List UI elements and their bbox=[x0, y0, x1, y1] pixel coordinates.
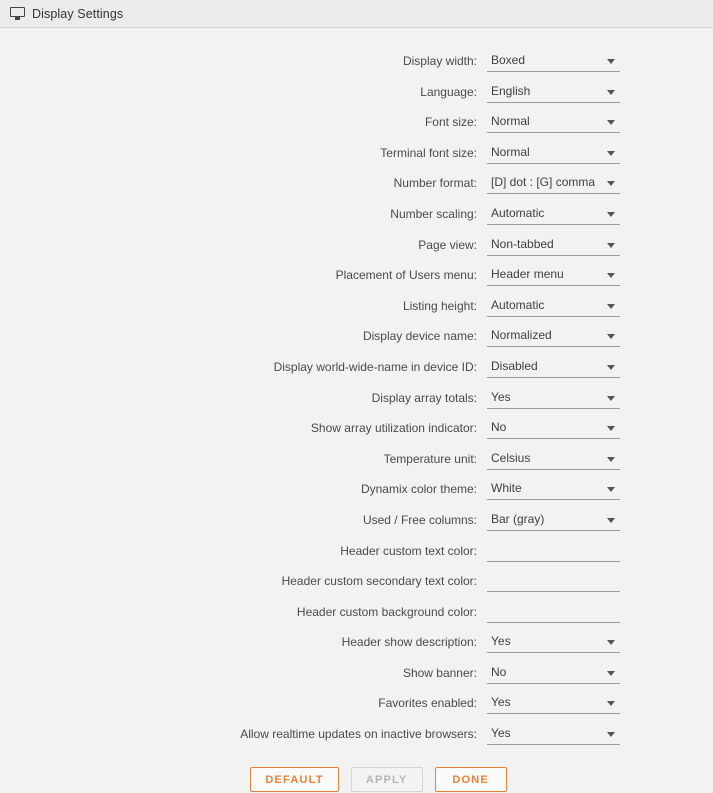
chevron-down-icon bbox=[607, 732, 615, 737]
setting-control bbox=[487, 417, 620, 439]
setting-label: Display device name: bbox=[362, 329, 477, 344]
chevron-down-icon bbox=[607, 671, 615, 676]
selected-value: Normal bbox=[491, 144, 530, 159]
setting-control bbox=[487, 172, 620, 194]
header-custom-background-color-input[interactable] bbox=[487, 601, 620, 623]
page-title: Display Settings bbox=[32, 6, 124, 21]
chevron-down-icon bbox=[607, 59, 615, 64]
chevron-down-icon bbox=[607, 181, 615, 186]
setting-row-display-array-totals bbox=[0, 387, 713, 409]
setting-label: Dynamix color theme: bbox=[360, 482, 477, 497]
chevron-down-icon bbox=[607, 457, 615, 462]
setting-row-users-menu-placement bbox=[0, 264, 713, 286]
selected-value: Normal bbox=[491, 114, 530, 129]
setting-control bbox=[487, 50, 620, 72]
setting-control bbox=[487, 387, 620, 409]
setting-control bbox=[487, 692, 620, 714]
form-actions bbox=[0, 767, 713, 792]
chevron-down-icon bbox=[607, 120, 615, 125]
setting-row-show-banner bbox=[0, 662, 713, 684]
display-array-totals-select[interactable] bbox=[487, 387, 620, 409]
setting-label: Page view: bbox=[418, 237, 477, 252]
setting-label: Listing height: bbox=[402, 298, 477, 313]
setting-row-header-custom-secondary-text-color bbox=[0, 570, 713, 592]
setting-label: Language: bbox=[420, 84, 477, 99]
setting-row-number-format bbox=[0, 172, 713, 194]
selected-value: No bbox=[491, 420, 507, 435]
array-utilization-indicator-select[interactable] bbox=[487, 417, 620, 439]
chevron-down-icon bbox=[607, 518, 615, 523]
setting-label: Number scaling: bbox=[390, 206, 477, 221]
chevron-down-icon bbox=[607, 151, 615, 156]
monitor-icon bbox=[10, 7, 25, 20]
setting-control bbox=[487, 509, 620, 531]
chevron-down-icon bbox=[607, 212, 615, 217]
setting-label: Show banner: bbox=[402, 665, 477, 680]
setting-control bbox=[487, 111, 620, 133]
setting-label: Header custom text color: bbox=[340, 543, 477, 558]
settings-form bbox=[0, 28, 713, 792]
selected-value: White bbox=[491, 481, 522, 496]
terminal-font-size-select[interactable] bbox=[487, 142, 620, 164]
setting-control bbox=[487, 448, 620, 470]
setting-label: Placement of Users menu: bbox=[335, 268, 477, 283]
used-free-columns-select[interactable] bbox=[487, 509, 620, 531]
setting-control bbox=[487, 631, 620, 653]
setting-control bbox=[487, 234, 620, 256]
chevron-down-icon bbox=[607, 640, 615, 645]
setting-row-language bbox=[0, 81, 713, 103]
color-theme-select[interactable] bbox=[487, 478, 620, 500]
apply-button[interactable]: APPLY bbox=[351, 767, 423, 792]
selected-value: No bbox=[491, 664, 507, 679]
setting-row-display-device-name bbox=[0, 325, 713, 347]
number-format-select[interactable] bbox=[487, 172, 620, 194]
setting-row-favorites-enabled bbox=[0, 692, 713, 714]
chevron-down-icon bbox=[607, 304, 615, 309]
setting-row-color-theme bbox=[0, 478, 713, 500]
selected-value: Yes bbox=[491, 726, 511, 741]
setting-label: Temperature unit: bbox=[383, 451, 477, 466]
realtime-updates-select[interactable] bbox=[487, 723, 620, 745]
display-width-select[interactable] bbox=[487, 50, 620, 72]
chevron-down-icon bbox=[607, 365, 615, 370]
setting-label: Terminal font size: bbox=[380, 145, 477, 160]
setting-row-used-free-columns bbox=[0, 509, 713, 531]
setting-row-listing-height bbox=[0, 295, 713, 317]
setting-row-array-utilization-indicator bbox=[0, 417, 713, 439]
number-scaling-select[interactable] bbox=[487, 203, 620, 225]
display-wwn-select[interactable] bbox=[487, 356, 620, 378]
chevron-down-icon bbox=[607, 701, 615, 706]
setting-control bbox=[487, 356, 620, 378]
setting-control bbox=[487, 142, 620, 164]
setting-row-temperature-unit bbox=[0, 448, 713, 470]
setting-label: Show array utilization indicator: bbox=[310, 421, 477, 436]
chevron-down-icon bbox=[607, 273, 615, 278]
setting-label: Display world-wide-name in device ID: bbox=[273, 359, 477, 374]
setting-row-header-custom-text-color bbox=[0, 540, 713, 562]
setting-label: Font size: bbox=[424, 115, 477, 130]
setting-control bbox=[487, 203, 620, 225]
window-titlebar bbox=[0, 0, 713, 28]
temperature-unit-select[interactable] bbox=[487, 448, 620, 470]
setting-row-terminal-font-size bbox=[0, 142, 713, 164]
selected-value: Bar (gray) bbox=[491, 511, 545, 526]
header-show-description-select[interactable] bbox=[487, 631, 620, 653]
chevron-down-icon bbox=[607, 426, 615, 431]
header-custom-text-color-input[interactable] bbox=[487, 540, 620, 562]
setting-row-realtime-updates bbox=[0, 723, 713, 745]
setting-row-display-wwn bbox=[0, 356, 713, 378]
chevron-down-icon bbox=[607, 243, 615, 248]
setting-control bbox=[487, 325, 620, 347]
setting-label: Header custom secondary text color: bbox=[281, 574, 477, 589]
setting-row-header-custom-background-color bbox=[0, 601, 713, 623]
setting-control bbox=[487, 601, 620, 623]
selected-value: Header menu bbox=[491, 267, 564, 282]
chevron-down-icon bbox=[607, 334, 615, 339]
selected-value: Boxed bbox=[491, 53, 526, 67]
setting-row-number-scaling bbox=[0, 203, 713, 225]
default-button[interactable]: DEFAULT bbox=[250, 767, 338, 792]
setting-label: Favorites enabled: bbox=[378, 696, 477, 711]
font-size-select[interactable] bbox=[487, 111, 620, 133]
chevron-down-icon bbox=[607, 90, 615, 95]
setting-control bbox=[487, 570, 620, 592]
setting-label: Number format: bbox=[393, 176, 477, 191]
users-menu-placement-select[interactable] bbox=[487, 264, 620, 286]
setting-label: Display width: bbox=[402, 54, 477, 68]
setting-row-font-size bbox=[0, 111, 713, 133]
setting-label: Allow realtime updates on inactive browsers: bbox=[240, 727, 477, 742]
setting-control bbox=[487, 540, 620, 562]
selected-value: Yes bbox=[491, 634, 511, 649]
setting-control bbox=[487, 723, 620, 745]
selected-value: Yes bbox=[491, 389, 511, 404]
show-banner-select[interactable] bbox=[487, 662, 620, 684]
selected-value: Disabled bbox=[491, 358, 538, 373]
favorites-enabled-select[interactable] bbox=[487, 692, 620, 714]
chevron-down-icon bbox=[607, 487, 615, 492]
listing-height-select[interactable] bbox=[487, 295, 620, 317]
setting-control bbox=[487, 662, 620, 684]
setting-control bbox=[487, 81, 620, 103]
setting-label: Header show description: bbox=[341, 635, 477, 650]
page-view-select[interactable] bbox=[487, 234, 620, 256]
done-button[interactable]: DONE bbox=[435, 767, 507, 792]
selected-value: Automatic bbox=[491, 297, 545, 312]
setting-row-display-width bbox=[0, 50, 713, 72]
setting-row-page-view bbox=[0, 234, 713, 256]
setting-label: Display array totals: bbox=[371, 390, 477, 405]
setting-label: Header custom background color: bbox=[296, 604, 477, 619]
selected-value: Celsius bbox=[491, 450, 531, 465]
display-device-name-select[interactable] bbox=[487, 325, 620, 347]
selected-value: English bbox=[491, 83, 531, 98]
selected-value: Automatic bbox=[491, 205, 545, 220]
selected-value: Yes bbox=[491, 695, 511, 710]
header-custom-secondary-text-color-input[interactable] bbox=[487, 570, 620, 592]
setting-control bbox=[487, 478, 620, 500]
setting-row-header-show-description bbox=[0, 631, 713, 653]
setting-control bbox=[487, 295, 620, 317]
chevron-down-icon bbox=[607, 396, 615, 401]
selected-value: Non-tabbed bbox=[491, 236, 554, 251]
setting-control bbox=[487, 264, 620, 286]
setting-label: Used / Free columns: bbox=[362, 512, 477, 527]
language-select[interactable] bbox=[487, 81, 620, 103]
selected-value: [D] dot : [G] comma bbox=[491, 175, 596, 190]
selected-value: Normalized bbox=[491, 328, 552, 343]
